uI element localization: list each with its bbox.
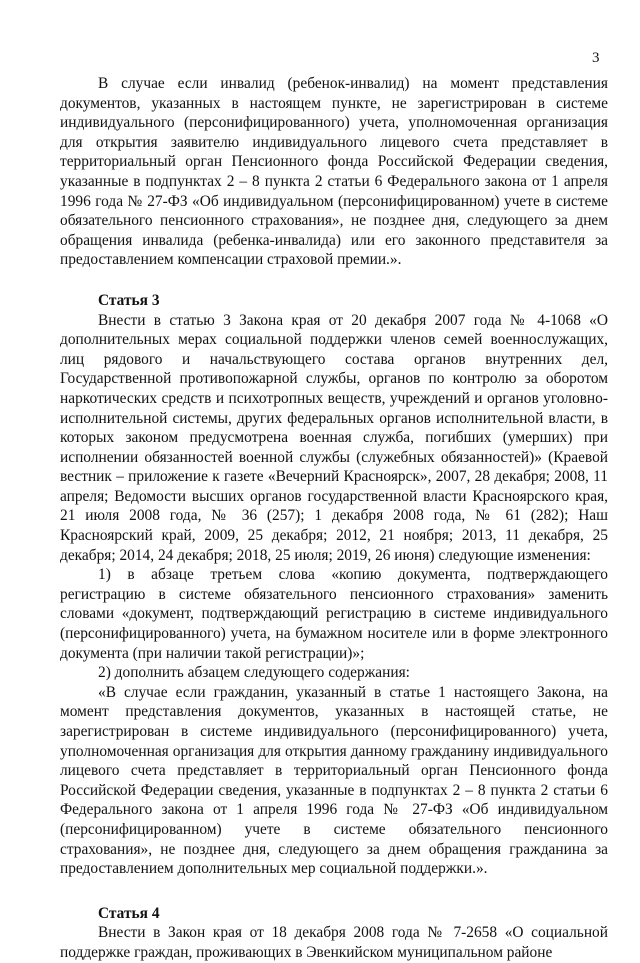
article-3-item-1: 1) в абзаце третьем слова «копию документа, подтверждающего регистрацию в системе обязательного пенсионного страхования» заменить словами «документ, подтверждающий регистрацию в системе индивидуального (персонифицированного) учета, на бумажном носителе или в форме электронного документа (при наличии такой регистрации)»; [60, 566, 608, 662]
paragraph-compensation-clause: В случае если инвалид (ребенок-инвалид) на момент представления документов, указанных в настоящем пункте, не зарегистрирован в системе индивидуального (персонифицированного) учета, уполномоченная организация для открытия заявителю индивидуального лицевого счета представляет в территориальный орган Пенсионного фонда Российской Федерации сведения, указанные в подпунктах 2 – 8 пункта 2 статьи 6 Федерального закона от 1 апреля 1996 года № 27-ФЗ «Об индивидуальном (персонифицированном) учете в системе обязательного пенсионного страхования», не позднее дня, следующего за днем обращения инвалида (ребенка-инвалида) или его законного представителя за предоставлением компенсации страховой премии.». [60, 75, 608, 269]
article-3-intro: Внести в статью 3 Закона края от 20 декабря 2007 года № 4-1068 «О дополнительных мерах социальной поддержки членов семей военнослужащих, лиц рядового и начальствующего состава органов внутренних дел, Государственной противопожарной службы, органов по контролю за оборотом наркотических средств и психотропных веществ, учреждений и органов уголовно-исполнительной системы, других федеральных органов исполнительной власти, в которых законом предусмотрена военная служба, погибших (умерших) при исполнении обязанностей военной службы (служебных обязанностей)» (Краевой вестник – приложение к газете «Вечерний Красноярск», 2007, 28 декабря; 2008, 11 апреля; Ведомости высших органов государственной власти Красноярского края, 21 июля 2008 года, № 36 (257); 1 декабря 2008 года, № 61 (282); Наш Красноярский край, 2009, 25 декабря; 2012, 21 ноября; 2013, 11 декабря, 25 декабря; 2014, 24 декабря; 2018, 25 июля; 2019, 26 июня) следующие изменения: [60, 311, 608, 564]
article-3-heading: Статья 3 [98, 291, 160, 309]
article-3-item-2: 2) дополнить абзацем следующего содержания: [98, 664, 410, 682]
page-number: 3 [592, 50, 600, 66]
article-4-heading: Статья 4 [98, 904, 160, 922]
article-3-quoted-paragraph: «В случае если гражданин, указанный в статье 1 настоящего Закона, на момент представления документов, указанных в настоящей статье, не зарегистрирован в системе индивидуального (персонифицированного) учета, уполномоченная организация для открытия данному гражданину индивидуального лицевого счета представляет в территориальный орган Пенсионного фонда Российской Федерации сведения, указанные в подпунктах 2 – 8 пункта 2 статьи 6 Федерального закона от 1 апреля 1996 года № 27-ФЗ «Об индивидуальном (персонифицированном) учете в системе обязательного пенсионного страхования», не позднее дня, следующего за днем обращения гражданина за предоставлением дополнительных мер социальной поддержки.». [60, 683, 608, 878]
document-body [60, 74, 608, 963]
article-4-intro: Внести в Закон края от 18 декабря 2008 года № 7-2658 «О социальной поддержке граждан, проживающих в Эвенкийском муниципальном районе [60, 924, 608, 961]
